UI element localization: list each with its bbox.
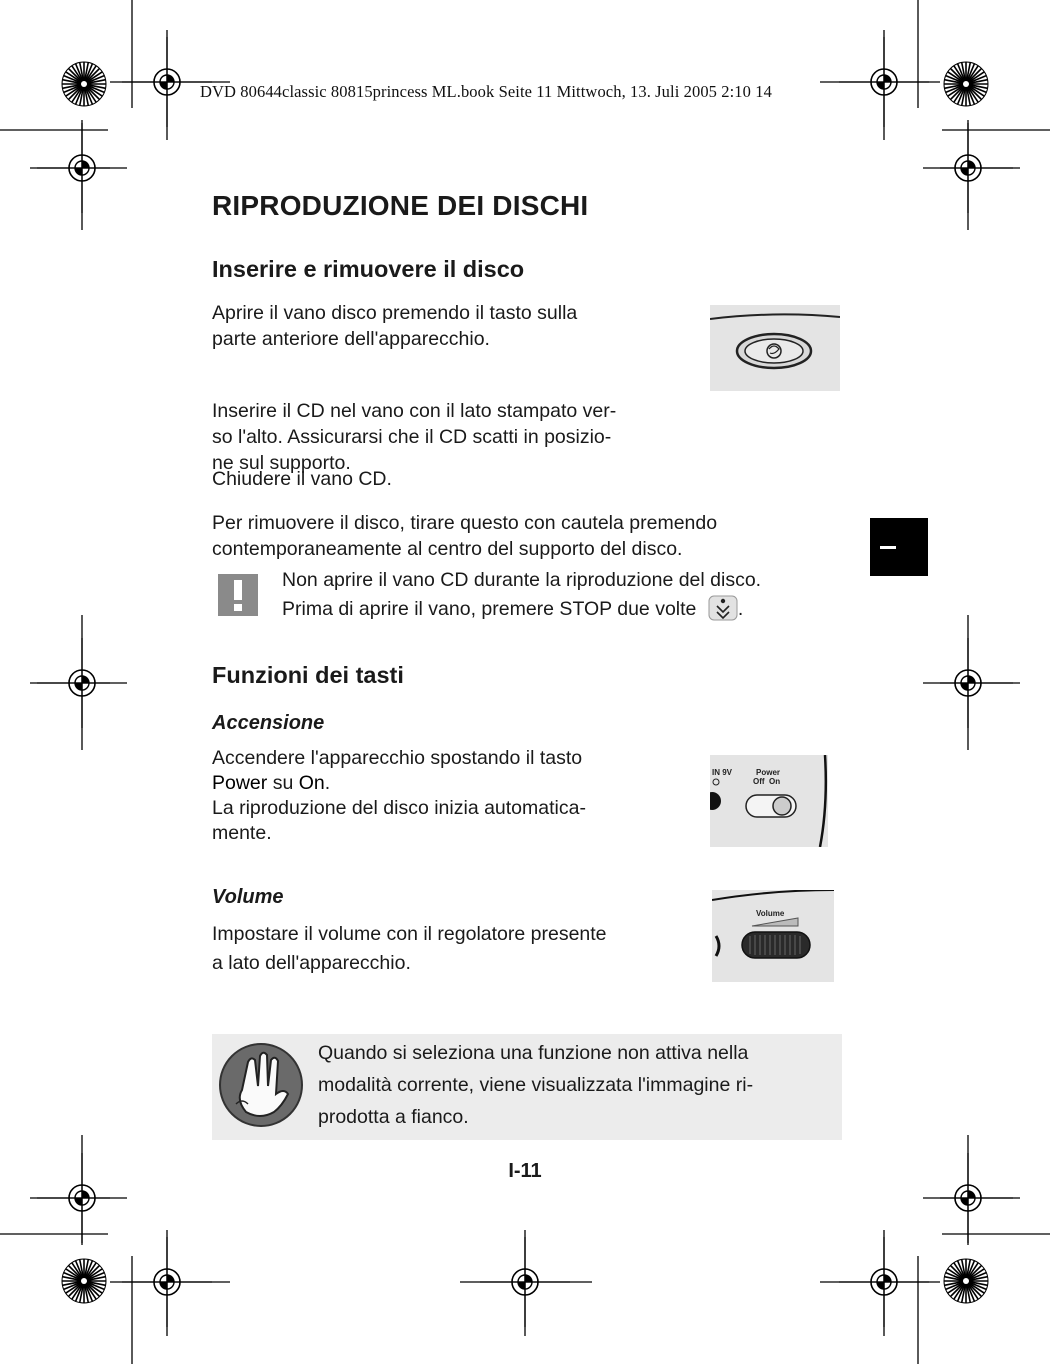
label-volume: Volume <box>756 909 785 918</box>
paragraph-close-tray: Chiudere il vano CD. <box>212 468 392 490</box>
label-off-on: Off On <box>753 777 781 786</box>
print-slug-line: DVD 80644classic 80815princess ML.book Seite 11 Mittwoch, 13. Juli 2005 2:10 14 <box>200 82 772 101</box>
hand-stop-icon <box>218 1042 304 1128</box>
text-line: Inserire il CD nel vano con il lato stampato ver- <box>212 400 617 422</box>
paragraph-power <box>212 746 586 846</box>
stop-eject-icon <box>708 595 738 621</box>
section-heading-insert-remove: Inserire e rimuovere il disco <box>212 256 525 282</box>
subheading-volume: Volume <box>212 886 284 908</box>
page-number: I-11 <box>508 1160 542 1182</box>
paragraph-insert-cd <box>212 398 616 476</box>
note-box <box>212 1034 842 1140</box>
note-text <box>318 1037 753 1133</box>
warning-icon <box>218 574 258 616</box>
text-line: La riproduzione del disco inizia automatica- <box>212 797 586 819</box>
label-in-9v: IN 9V <box>712 768 733 777</box>
text-line: Non aprire il vano CD durante la riproduzione del disco. <box>282 569 762 591</box>
language-tab-marker <box>870 518 928 576</box>
text-line: Aprire il vano disco premendo il tasto sulla <box>212 302 578 324</box>
text-line: ne sul supporto. <box>212 452 351 474</box>
paragraph-open-tray <box>212 300 577 352</box>
text-line: Power su On. <box>212 772 331 794</box>
text-line: mente. <box>212 822 272 844</box>
text-line: Quando si seleziona una funzione non attiva nella <box>318 1042 749 1064</box>
paragraph-volume <box>212 920 607 978</box>
volume-wheel-image <box>712 890 834 982</box>
text-line: Impostare il volume con il regolatore presente <box>212 923 607 945</box>
text-line: so l'alto. Assicurarsi che il CD scatti in posizio- <box>212 426 612 448</box>
text-line: a lato dell'apparecchio. <box>212 952 411 974</box>
power-switch-image <box>710 755 828 847</box>
text-line: parte anteriore dell'apparecchio. <box>212 328 490 350</box>
text-line: prodotta a fianco. <box>318 1106 469 1128</box>
page-title: RIPRODUZIONE DEI DISCHI <box>212 190 589 221</box>
section-heading-button-functions: Funzioni dei tasti <box>212 662 404 688</box>
text-line: Accendere l'apparecchio spostando il tasto <box>212 747 583 769</box>
text-line: modalità corrente, viene visualizzata l'immagine ri- <box>318 1074 754 1096</box>
text-line: contemporaneamente al centro del supporto del disco. <box>212 538 683 560</box>
text-line: Per rimuovere il disco, tirare questo con cautela premendo <box>212 512 718 534</box>
warning-text <box>282 566 761 624</box>
paragraph-remove-disc <box>212 510 717 562</box>
text-line: Prima di aprire il vano, premere STOP due volte . <box>282 595 761 624</box>
label-power: Power <box>756 768 781 777</box>
disc-button-image <box>710 305 840 391</box>
subheading-power: Accensione <box>212 712 325 734</box>
